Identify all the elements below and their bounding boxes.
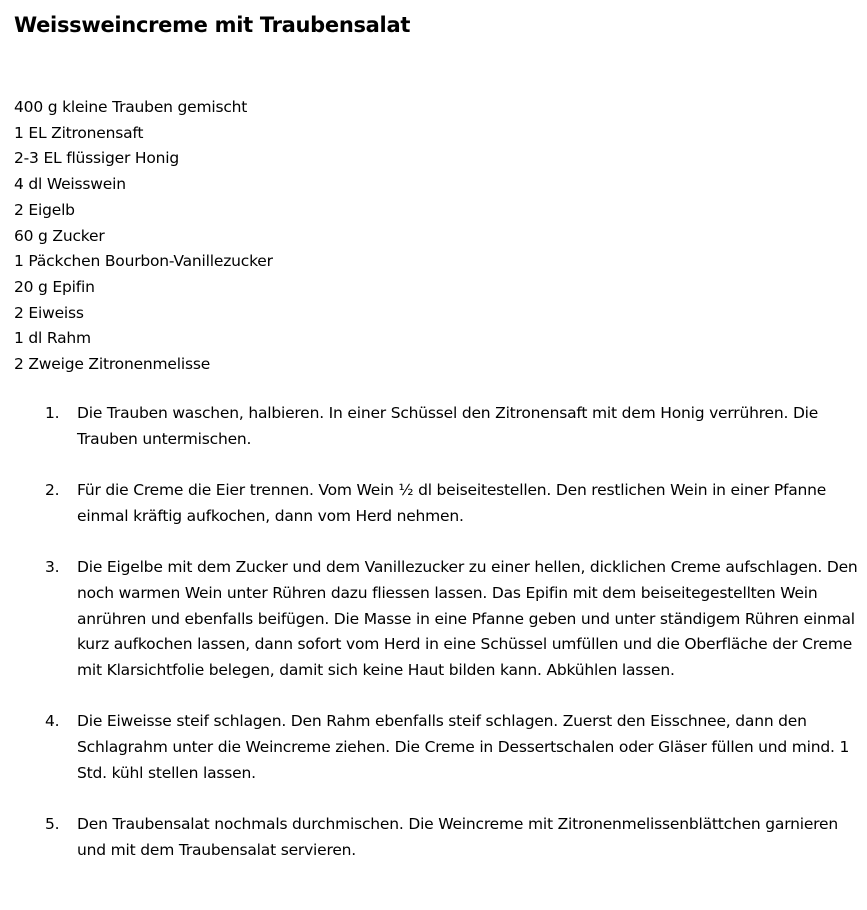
ingredient-item: 2 Eigelb [14, 200, 75, 219]
ingredient-item: 2-3 EL flüssiger Honig [14, 149, 180, 168]
step-text: Den Traubensalat nochmals durchmischen. Die Weincreme mit Zitronenmelissenblättchen garnieren und mit dem Traubensalat servieren. [77, 815, 838, 859]
step-number: 2. [45, 481, 60, 500]
ingredient-item: 1 dl Rahm [14, 329, 91, 348]
step-text: Für die Creme die Eier trennen. Vom Wein ½ dl beiseitestellen. Den restlichen Wein in einer Pfanne einmal kräftig aufkochen, dann vom Herd nehmen. [77, 481, 827, 525]
ingredient-item: 60 g Zucker [14, 226, 105, 245]
ingredient-list [14, 95, 273, 378]
instruction-step [0, 709, 867, 786]
ingredient-item: 20 g Epifin [14, 277, 95, 296]
instruction-step [0, 555, 867, 684]
step-text: Die Trauben waschen, halbieren. In einer Schüssel den Zitronensaft mit dem Honig verrühren. Die Trauben untermischen. [77, 404, 819, 448]
ingredient-item: 1 Päckchen Bourbon-Vanillezucker [14, 252, 273, 271]
step-number: 3. [45, 558, 60, 577]
recipe-title: Weissweincreme mit Traubensalat [14, 13, 411, 37]
step-text: Die Eiweisse steif schlagen. Den Rahm ebenfalls steif schlagen. Zuerst den Eisschnee, dann den Schlagrahm unter die Weincreme ziehen. Die Creme in Dessertschalen oder Gläser füllen und mind. 1 Std. kühl stellen lassen. [77, 712, 850, 782]
step-number: 4. [45, 712, 60, 731]
ingredient-item: 400 g kleine Trauben gemischt [14, 98, 248, 116]
step-text: Die Eigelbe mit dem Zucker und dem Vanillezucker zu einer hellen, dicklichen Creme aufschlagen. Den noch warmen Wein unter Rühren dazu fliessen lassen. Das Epifin mit dem beiseitegestellten Wein anrühren und ebenfalls beifügen. Die Masse in eine Pfanne geben und unter ständigem Rühren einmal kurz aufkochen lassen, dann sofort vom Herd in eine Schüssel umfüllen und die Oberfläche der Creme mit Klarsichtfolie belegen, damit sich keine Haut bilden kann. Abkühlen lassen. [77, 558, 858, 679]
step-number: 1. [45, 404, 60, 422]
instruction-step [0, 812, 867, 863]
instruction-steps [0, 401, 867, 889]
instruction-step [0, 401, 867, 452]
ingredient-item: 4 dl Weisswein [14, 175, 126, 194]
ingredient-item: 2 Eiweiss [14, 303, 84, 322]
step-number: 5. [45, 815, 60, 834]
ingredient-item: 2 Zweige Zitronenmelisse [14, 355, 211, 374]
ingredient-item: 1 EL Zitronensaft [14, 123, 144, 142]
instruction-step [0, 478, 867, 529]
